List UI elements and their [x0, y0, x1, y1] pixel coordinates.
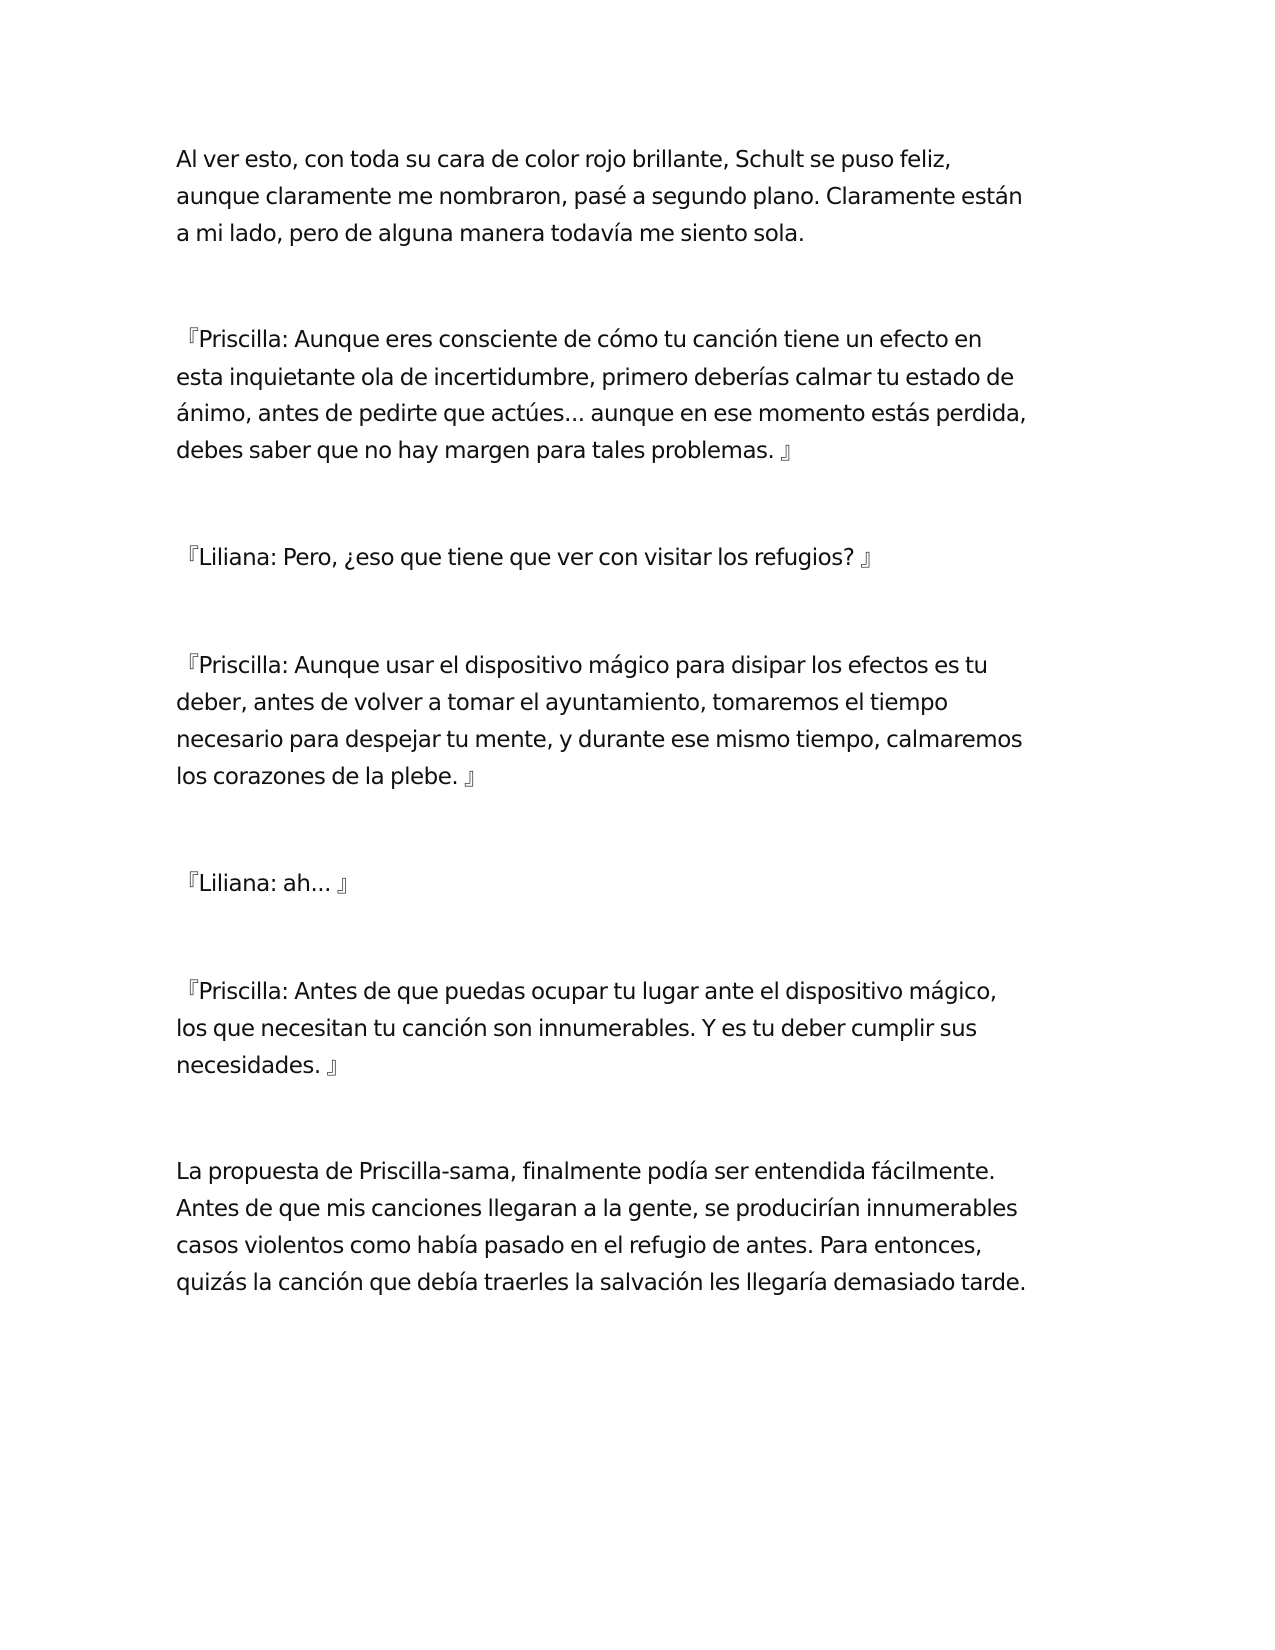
paragraph-6-line-1: 『Priscilla: Antes de que puedas ocupar tu lugar ante el dispositivo mágico, — [176, 979, 997, 1005]
paragraph-6-line-2: los que necesitan tu canción son innumerables. Y es tu deber cumplir sus — [176, 1016, 977, 1042]
paragraph-4-line-3: necesario para despejar tu mente, y durante ese mismo tiempo, calmaremos — [176, 727, 1023, 753]
paragraph-7-line-1: La propuesta de Priscilla-sama, finalmente podía ser entendida fácilmente. — [176, 1159, 996, 1185]
paragraph-2-line-3: ánimo, antes de pedirte que actúes... aunque en ese momento estás perdida, — [176, 401, 1027, 427]
paragraph-2-line-2: esta inquietante ola de incertidumbre, primero deberías calmar tu estado de — [176, 365, 1014, 391]
paragraph-1-line-1: Al ver esto, con toda su cara de color rojo brillante, Schult se puso feliz, — [176, 147, 951, 173]
paragraph-2-line-1: 『Priscilla: Aunque eres consciente de cómo tu canción tiene un efecto en — [176, 327, 982, 353]
paragraph-4-line-4: los corazones de la plebe. 』 — [176, 764, 487, 790]
paragraph-3-line-1: 『Liliana: Pero, ¿eso que tiene que ver con visitar los refugios? 』 — [176, 545, 883, 571]
paragraph-4-line-1: 『Priscilla: Aunque usar el dispositivo mágico para disipar los efectos es tu — [176, 653, 988, 679]
paragraph-5-line-1: 『Liliana: ah... 』 — [176, 871, 360, 897]
paragraph-7-line-2: Antes de que mis canciones llegaran a la gente, se producirían innumerables — [176, 1196, 1018, 1222]
paragraph-1-line-3: a mi lado, pero de alguna manera todavía me siento sola. — [176, 221, 805, 247]
paragraph-1-line-2: aunque claramente me nombraron, pasé a segundo plano. Claramente están — [176, 184, 1023, 210]
paragraph-6-line-3: necesidades. 』 — [176, 1053, 349, 1079]
paragraph-2-line-4: debes saber que no hay margen para tales problemas. 』 — [176, 438, 803, 464]
paragraph-4-line-2: deber, antes de volver a tomar el ayuntamiento, tomaremos el tiempo — [176, 690, 948, 716]
paragraph-7-line-4: quizás la canción que debía traerles la salvación les llegaría demasiado tarde. — [176, 1270, 1027, 1296]
paragraph-7-line-3: casos violentos como había pasado en el refugio de antes. Para entonces, — [176, 1233, 982, 1259]
